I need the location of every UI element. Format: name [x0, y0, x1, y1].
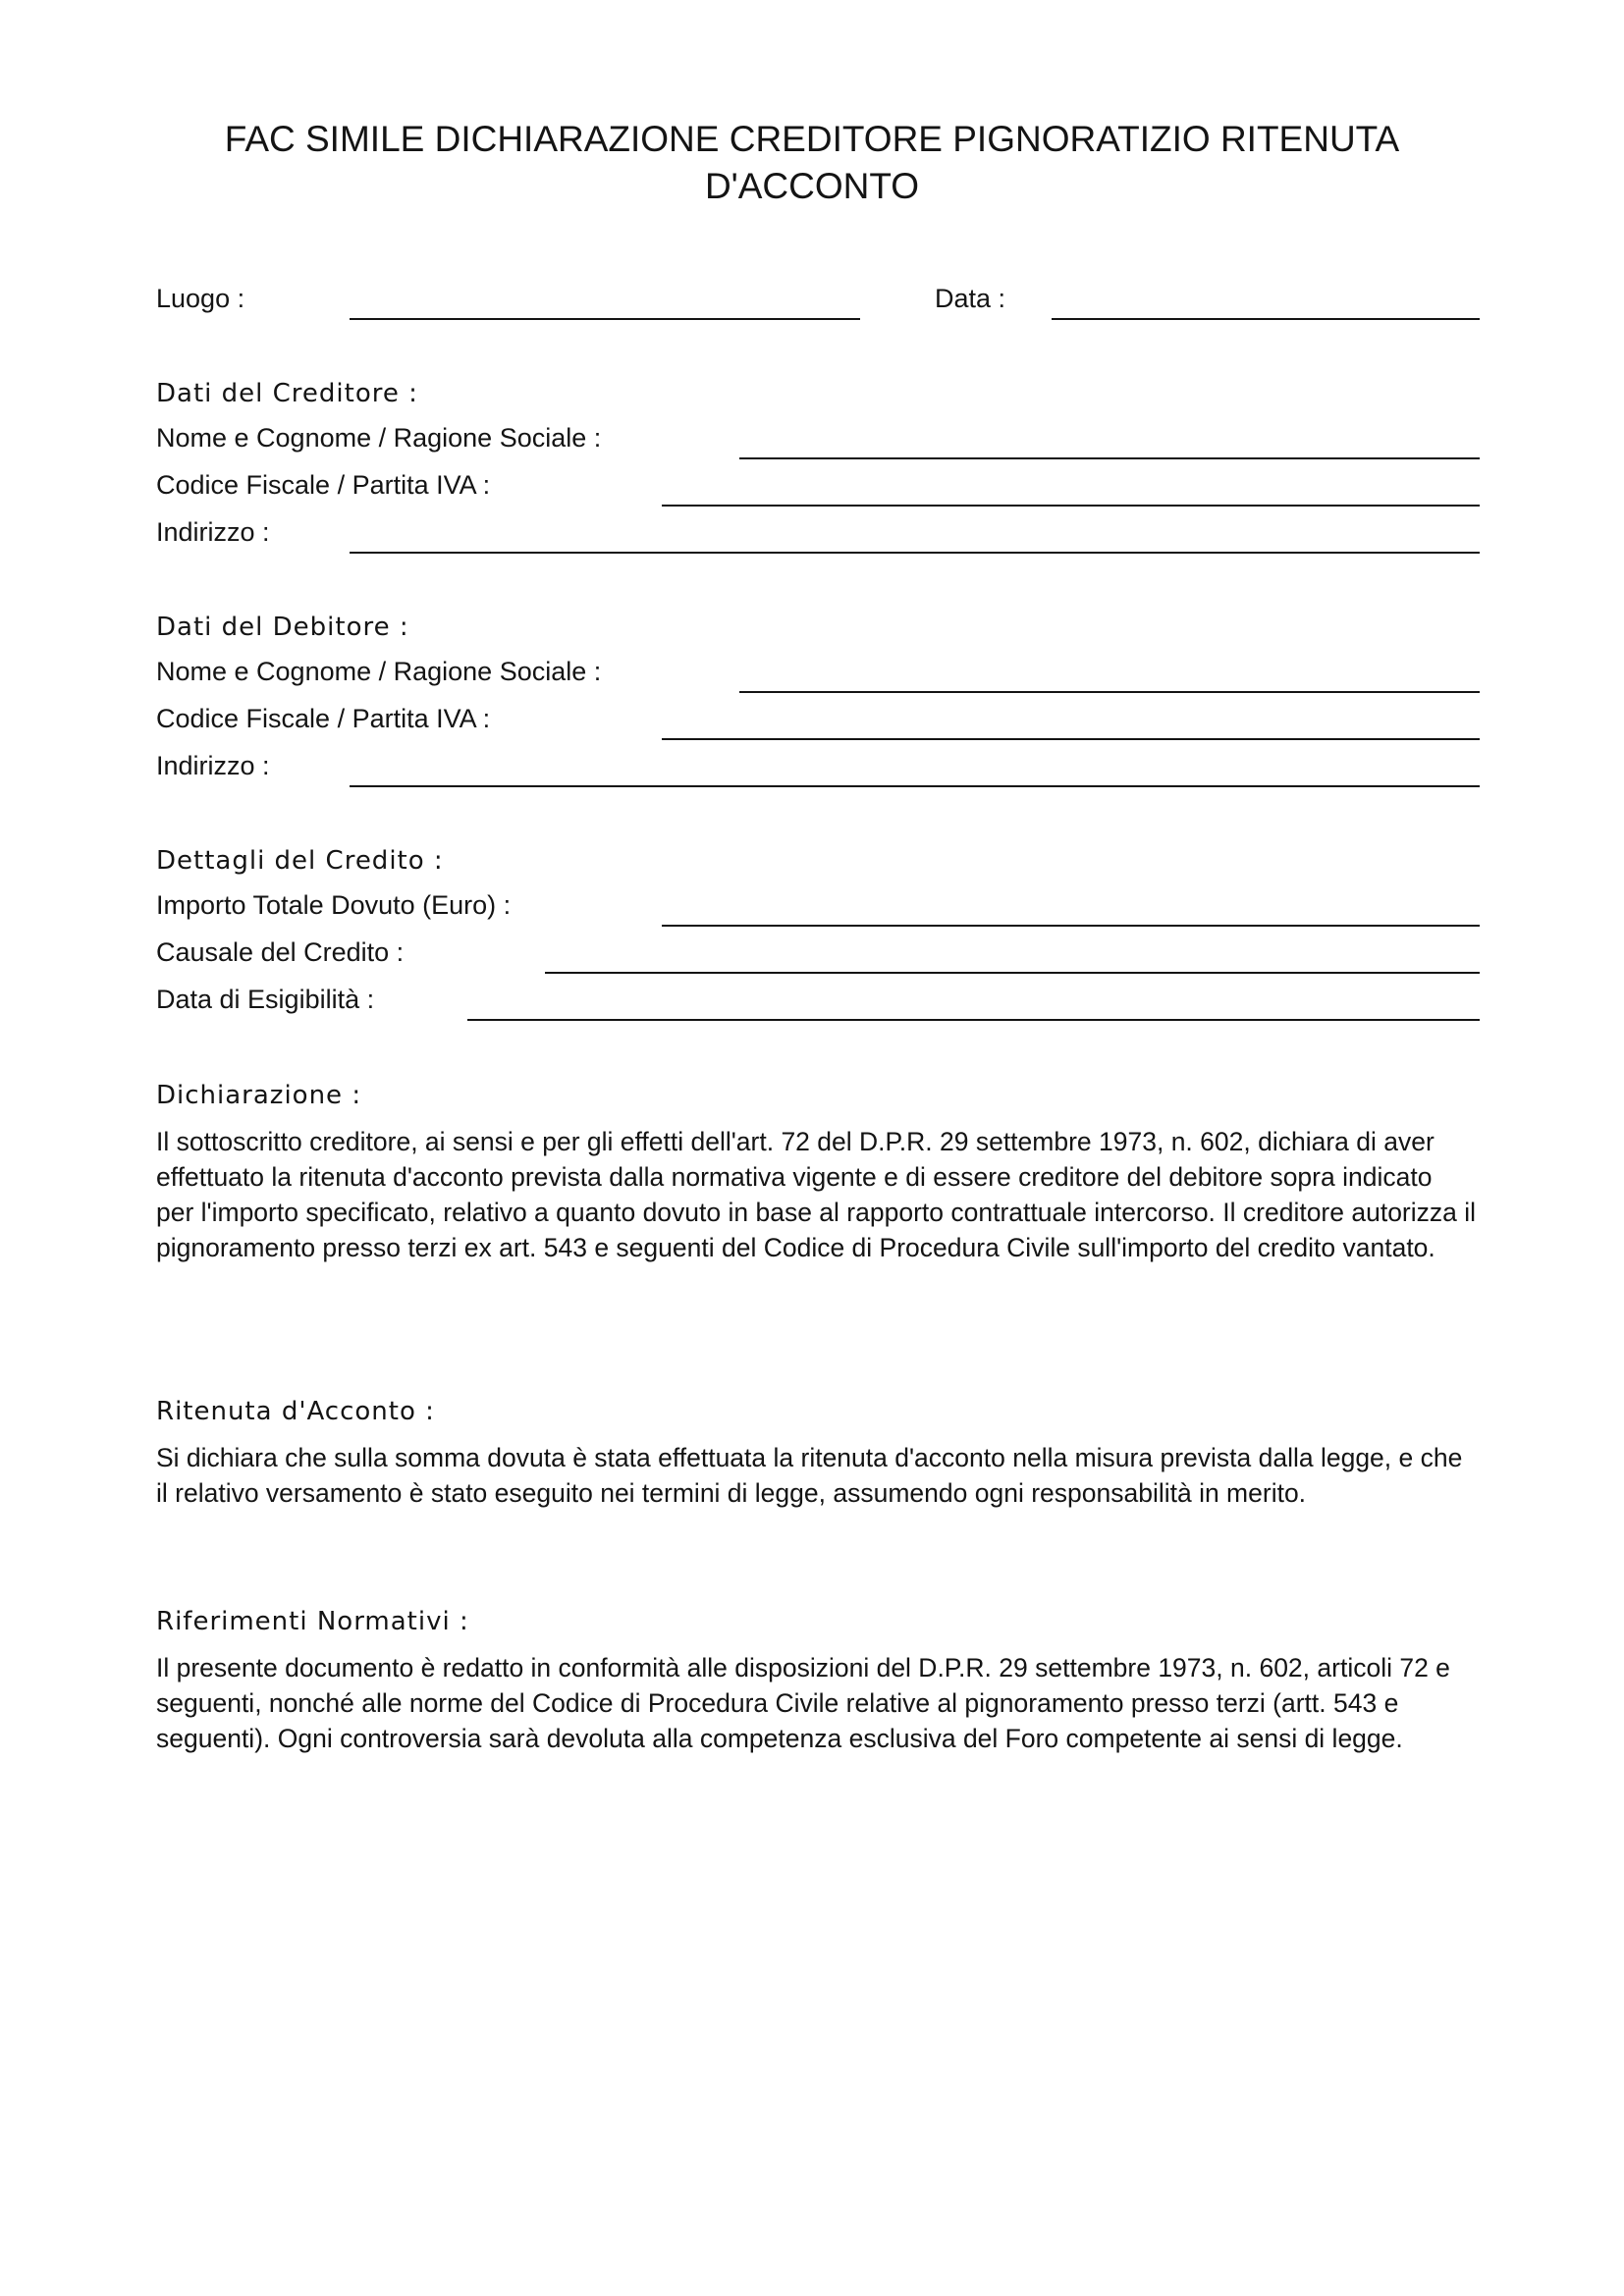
- debitore-nome-label: Nome e Cognome / Ragione Sociale :: [156, 657, 602, 686]
- luogo-row: [156, 281, 863, 320]
- document-title: [147, 116, 1477, 210]
- creditore-indirizzo-field[interactable]: [350, 552, 1480, 554]
- dichiarazione-heading: Dichiarazione :: [156, 1081, 362, 1110]
- creditore-cf-field[interactable]: [662, 505, 1480, 507]
- document-title-line2: D'ACCONTO: [704, 166, 920, 206]
- creditore-nome-field[interactable]: [739, 457, 1480, 459]
- document-title-line1: FAC SIMILE DICHIARAZIONE CREDITORE PIGNORATIZIO RITENUTA: [224, 119, 1400, 159]
- luogo-field[interactable]: [350, 318, 860, 320]
- debitore-cf-label: Codice Fiscale / Partita IVA :: [156, 704, 491, 733]
- credito-causale-label: Causale del Credito :: [156, 937, 405, 967]
- creditore-cf-row: [156, 467, 1480, 507]
- debitore-indirizzo-row: [156, 748, 1480, 787]
- credito-esigibilita-row: [156, 982, 1480, 1021]
- creditore-heading: Dati del Creditore :: [156, 379, 418, 408]
- debitore-nome-field[interactable]: [739, 691, 1480, 693]
- dichiarazione-text: Il sottoscritto creditore, ai sensi e per gli effetti dell'art. 72 del D.P.R. 29 settembre 1973, n. 602, dichiara di aver effettuato la ritenuta d'acconto prevista dalla normativa vigente e di essere creditore del debitore sopra indicato per l'importo specificato, relativo a quanto dovuto in base al rapporto contrattuale intercorso. Il creditore autorizza il pignoramento presso terzi ex art. 543 e seguenti del Codice di Procedura Civile sull'importo del credito vantato.: [156, 1127, 1477, 1262]
- credito-causale-row: [156, 934, 1480, 974]
- ritenuta-heading: Ritenuta d'Acconto :: [156, 1397, 435, 1426]
- credito-importo-label: Importo Totale Dovuto (Euro) :: [156, 890, 512, 920]
- ritenuta-text: Si dichiara che sulla somma dovuta è stata effettuata la ritenuta d'acconto nella misura prevista dalla legge, e che il relativo versamento è stato eseguito nei termini di legge, assumendo ogni responsabilità in merito.: [156, 1443, 1463, 1508]
- debitore-cf-row: [156, 701, 1480, 740]
- riferimenti-heading: Riferimenti Normativi :: [156, 1607, 469, 1636]
- credito-esigibilita-field[interactable]: [467, 1019, 1480, 1021]
- creditore-indirizzo-label: Indirizzo :: [156, 517, 270, 547]
- riferimenti-text: Il presente documento è redatto in conformità alle disposizioni del D.P.R. 29 settembre 1973, n. 602, articoli 72 e seguenti, nonché alle norme del Codice di Procedura Civile relative al pignoramento presso terzi (artt. 543 e seguenti). Ogni controversia sarà devoluta alla competenza esclusiva del Foro competente ai sensi di legge.: [156, 1653, 1450, 1753]
- data-row: [935, 281, 1480, 320]
- debitore-heading: Dati del Debitore :: [156, 613, 409, 642]
- credito-heading: Dettagli del Credito :: [156, 846, 444, 876]
- data-label: Data :: [935, 284, 1006, 313]
- credito-importo-row: [156, 887, 1480, 927]
- debitore-indirizzo-label: Indirizzo :: [156, 751, 270, 780]
- data-field[interactable]: [1052, 318, 1480, 320]
- luogo-label: Luogo :: [156, 284, 245, 313]
- credito-importo-field[interactable]: [662, 925, 1480, 927]
- creditore-indirizzo-row: [156, 514, 1480, 554]
- debitore-nome-row: [156, 654, 1480, 693]
- credito-causale-field[interactable]: [545, 972, 1480, 974]
- credito-esigibilita-label: Data di Esigibilità :: [156, 985, 375, 1014]
- creditore-cf-label: Codice Fiscale / Partita IVA :: [156, 470, 491, 500]
- creditore-nome-label: Nome e Cognome / Ragione Sociale :: [156, 423, 602, 453]
- debitore-indirizzo-field[interactable]: [350, 785, 1480, 787]
- creditore-nome-row: [156, 420, 1480, 459]
- debitore-cf-field[interactable]: [662, 738, 1480, 740]
